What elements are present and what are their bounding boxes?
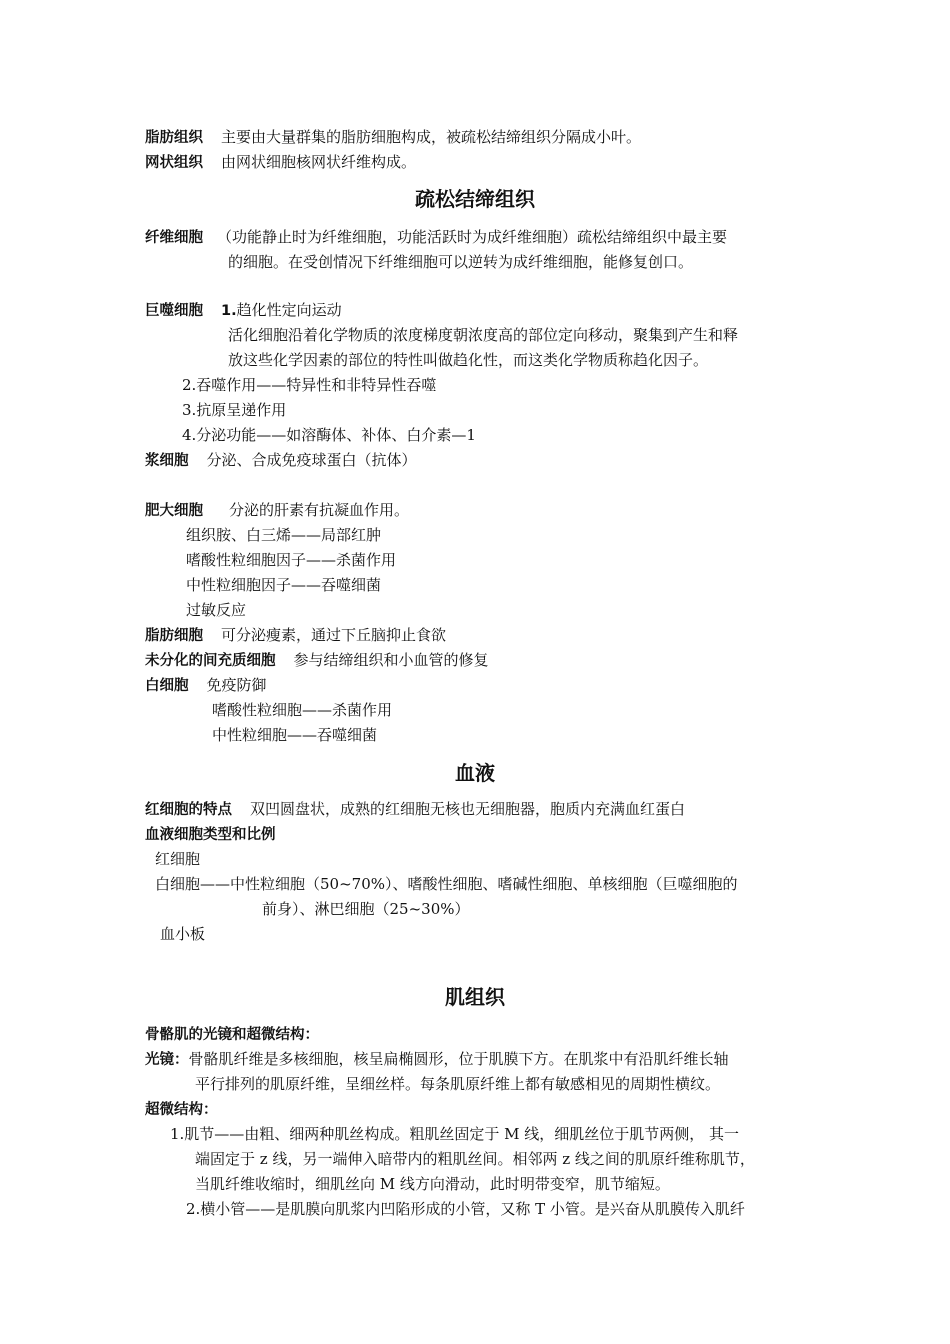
fibro-line	[145, 225, 727, 251]
undiff-text: 参与结缔组织和小血管的修复	[293, 651, 489, 669]
heading-loose-connective: 疏松结缔组织	[415, 187, 535, 211]
mast-l4: 中性粒细胞因子——吞噬细菌	[186, 576, 382, 594]
ultra-s1-l2: 端固定于 z 线，另一端伸入暗带内的粗肌丝间。相邻两 z 线之间的肌原纤维称肌节，	[195, 1150, 755, 1168]
macro-line	[145, 298, 342, 324]
plasma-text: 分泌、合成免疫球蛋白（抗体）	[206, 451, 417, 469]
fatcell-line	[145, 623, 446, 649]
rbc-term: 红细胞的特点	[145, 802, 232, 818]
macro-item2: 2.吞噬作用——特异性和非特异性吞噬	[182, 376, 437, 394]
skeletal-line	[145, 1022, 319, 1048]
ultra-line	[145, 1097, 218, 1123]
macro-item3: 3.抗原呈递作用	[182, 401, 287, 419]
fibro-text-2: 的细胞。在受创情况下纤维细胞可以逆转为成纤维细胞，能修复创口。	[228, 253, 694, 271]
fibro-text-1: （功能静止时为纤维细胞，功能活跃时为成纤维细胞）疏松结缔组织中最主要	[217, 228, 728, 246]
wbc-term: 白细胞	[145, 678, 189, 694]
fatcell-text: 可分泌瘦素，通过下丘脑抑止食欲	[221, 626, 447, 644]
adipose-text: 主要由大量群集的脂肪细胞构成，被疏松结缔组织分隔成小叶。	[221, 128, 642, 146]
undiff-line	[145, 648, 489, 674]
types-line	[145, 822, 276, 848]
types-white-l2: 前身）、淋巴细胞（25~30%）	[262, 900, 470, 918]
reticular-line	[145, 150, 416, 176]
light-l1: 骨骼肌纤维是多核细胞，核呈扁椭圆形，位于肌膜下方。在肌浆中有沿肌纤维长轴	[188, 1050, 729, 1068]
types-red: 红细胞	[155, 850, 201, 868]
types-term: 血液细胞类型和比例	[145, 827, 276, 843]
skeletal-term: 骨骼肌的光镜和超微结构：	[145, 1027, 319, 1043]
mast-term: 肥大细胞	[145, 503, 203, 519]
types-platelet: 血小板	[160, 925, 206, 943]
macro-item1-l3: 放这些化学因素的部位的特性叫做趋化性，而这类化学物质称趋化因子。	[228, 351, 709, 369]
types-white-l1: 白细胞——中性粒细胞（50~70%）、嗜酸性细胞、嗜碱性细胞、单核细胞（巨噬细胞的	[155, 875, 738, 893]
light-term: 光镜：	[145, 1052, 189, 1068]
macro-item4: 4.分泌功能——如溶酶体、补体、白介素—1	[182, 426, 476, 444]
fatcell-term: 脂肪细胞	[145, 628, 203, 644]
ultra-s1-l1: 1.肌节——由粗、细两种肌丝构成。粗肌丝固定于 M 线，细肌丝位于肌节两侧， 其一	[170, 1125, 739, 1143]
ultra-s2-l1: 2.横小管——是肌膜向肌浆内凹陷形成的小管，又称 T 小管。是兴奋从肌膜传入肌纤	[186, 1200, 745, 1218]
fibro-term: 纤维细胞	[145, 230, 203, 246]
adipose-term: 脂肪组织	[145, 130, 203, 146]
mast-l5: 过敏反应	[186, 601, 247, 619]
macro-item1-l2: 活化细胞沿着化学物质的浓度梯度朝浓度高的部位定向移动，聚集到产生和释	[228, 326, 739, 344]
wbc-l2: 嗜酸性粒细胞——杀菌作用	[212, 701, 393, 719]
macro-term: 巨噬细胞	[145, 303, 203, 319]
ultra-s1-l3: 当肌纤维收缩时，细肌丝向 M 线方向滑动，此时明带变窄，肌节缩短。	[195, 1175, 670, 1193]
rbc-text: 双凹圆盘状，成熟的红细胞无核也无细胞器，胞质内充满血红蛋白	[250, 800, 686, 818]
light-line	[145, 1047, 729, 1073]
light-l2: 平行排列的肌原纤维，呈细丝样。每条肌原纤维上都有敏感相见的周期性横纹。	[195, 1075, 721, 1093]
macro-item1: 趋化性定向运动	[236, 301, 342, 319]
wbc-l3: 中性粒细胞——吞噬细菌	[212, 726, 378, 744]
mast-l2: 组织胺、白三烯——局部红肿	[186, 526, 382, 544]
reticular-term: 网状组织	[145, 155, 203, 171]
plasma-line	[145, 448, 417, 474]
mast-l3: 嗜酸性粒细胞因子——杀菌作用	[186, 551, 397, 569]
wbc-line	[145, 673, 267, 699]
reticular-text: 由网状细胞核网状纤维构成。	[221, 153, 417, 171]
adipose-line	[145, 125, 641, 151]
undiff-term: 未分化的间充质细胞	[145, 653, 276, 669]
ultra-term: 超微结构：	[145, 1102, 218, 1118]
wbc-text: 免疫防御	[206, 676, 267, 694]
mast-text: 分泌的肝素有抗凝血作用。	[229, 501, 410, 519]
heading-blood: 血液	[455, 761, 495, 785]
plasma-term: 浆细胞	[145, 453, 189, 469]
macro-item1-num: 1.	[221, 303, 237, 319]
mast-line	[145, 498, 409, 524]
rbc-line	[145, 797, 685, 823]
heading-muscle: 肌组织	[445, 985, 505, 1009]
